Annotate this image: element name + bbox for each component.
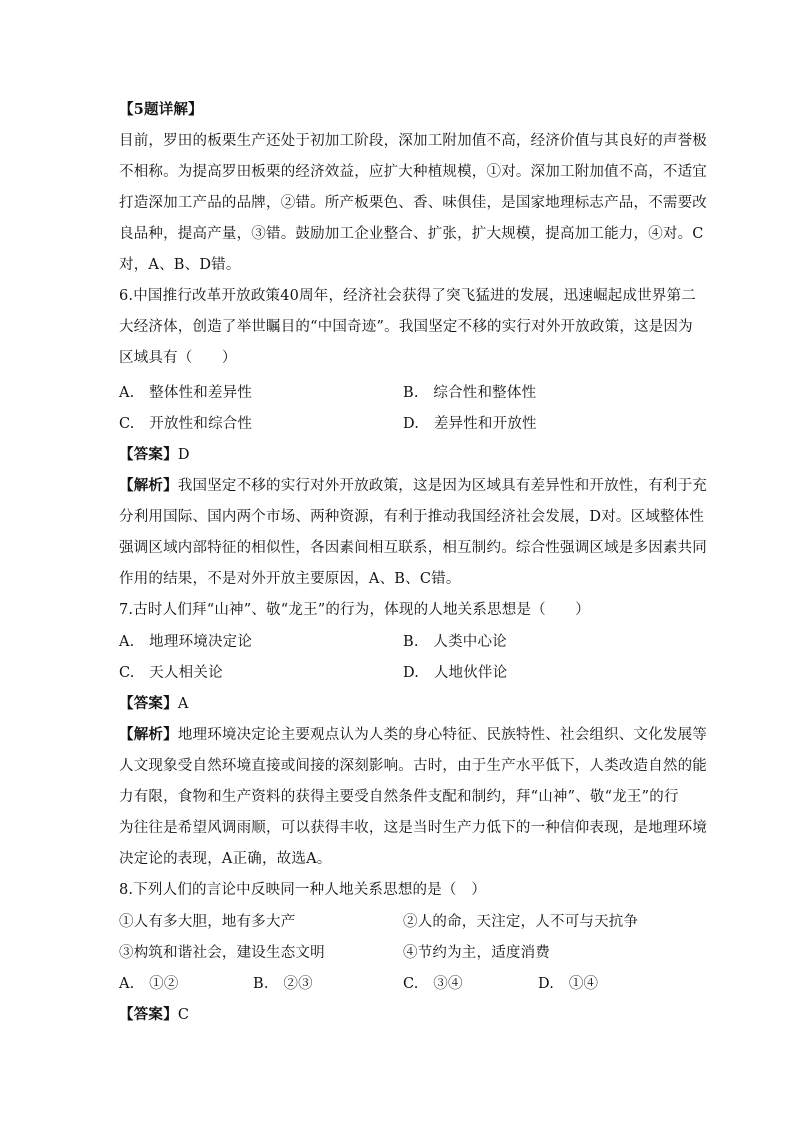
q6-option-a: A. 整体性和差异性 (119, 385, 253, 401)
q8-statement-4: ④节约为主，适度消费 (403, 945, 550, 961)
q6-analysis-line: 分利用国际、国内两个市场、两种资源，有利于推动我国经济社会发展，D对。区域整体性 (119, 509, 705, 525)
q7-analysis-line: 决定论的表现，A正确，故选A。 (119, 851, 332, 867)
q6-analysis-line (119, 476, 707, 496)
q6-analysis-line: 作用的结果，不是对外开放主要原因，A、B、C错。 (119, 571, 461, 587)
analysis-text: 我国坚定不移的实行对外开放政策，这是因为区域具有差异性和开放性，有利于充 (177, 478, 708, 494)
q5-detail-line: 对，A、B、D错。 (119, 257, 241, 273)
q7-analysis-line: 力有限，食物和生产资料的获得主要受自然条件支配和制约，拜“山神”、敬“龙王”的行 (119, 789, 679, 805)
q8-statement-3: ③构筑和谐社会，建设生态文明 (119, 945, 325, 961)
q5-detail-line: 不相称。为提高罗田板栗的经济效益，应扩大种植规模，①对。深加工附加值不高，不适宜 (119, 164, 707, 180)
q6-option-c: C. 开放性和综合性 (119, 416, 253, 432)
q5-detail-line: 打造深加工产品的品牌，②错。所产板栗色、香、味俱佳，是国家地理标志产品，不需要改 (119, 195, 707, 211)
analysis-label: 【解析】 (119, 726, 178, 743)
answer-label: 【答案】 (119, 1006, 178, 1023)
q8-statement-1: ①人有多大胆，地有多大产 (119, 914, 296, 930)
q6-stem-line: 6.中国推行改革开放政策40周年，经济社会获得了突飞猛进的发展，迅速崛起成世界第二 (119, 288, 696, 304)
q8-stem: 8.下列人们的言论中反映同一种人地关系思想的是（ ） (119, 882, 487, 898)
q6-stem-line: 大经济体，创造了举世瞩目的“中国奇迹”。我国坚定不移的实行对外开放政策，这是因为 (119, 319, 693, 335)
q7-analysis-line: 人文现象受自然环境直接或间接的深刻影响。古时，由于生产水平低下，人类改造自然的能 (119, 758, 707, 774)
q7-option-d: D. 人地伙伴论 (403, 665, 508, 681)
q6-answer (119, 445, 190, 465)
q8-answer (119, 1005, 189, 1025)
q6-stem-line: 区域具有（ ） (119, 350, 237, 366)
q5-detail-line: 良品种，提高产量，③错。鼓励加工企业整合、扩张，扩大规模，提高加工能力，④对。C (119, 226, 704, 242)
answer-value: C (177, 1007, 190, 1023)
q7-option-c: C. 天人相关论 (119, 665, 223, 681)
answer-value: A (177, 696, 189, 712)
q6-option-b: B. 综合性和整体性 (403, 385, 537, 401)
q7-stem: 7.古时人们拜“山神”、敬“龙王”的行为，体现的人地关系思想是（ ） (119, 602, 590, 618)
q7-analysis-line (119, 725, 707, 745)
q7-analysis-line: 为往往是希望风调雨顺，可以获得丰收，这是当时生产力低下的一种信仰表现，是地理环境 (119, 820, 707, 836)
q7-option-a: A. 地理环境决定论 (119, 634, 253, 650)
q8-option-d: D. ①④ (538, 976, 599, 992)
answer-label: 【答案】 (119, 695, 178, 712)
q8-option-a: A. ①② (119, 976, 179, 992)
answer-value: D (177, 447, 190, 463)
analysis-label: 【解析】 (119, 477, 178, 494)
q7-option-b: B. 人类中心论 (403, 634, 507, 650)
answer-label: 【答案】 (119, 446, 178, 463)
q5-detail-heading: 【5题详解】 (119, 101, 203, 118)
q6-option-d: D. 差异性和开放性 (403, 416, 537, 432)
q6-analysis-line: 强调区域内部特征的相似性，各因素间相互联系，相互制约。综合性强调区域是多因素共同 (119, 540, 707, 556)
analysis-text: 地理环境决定论主要观点认为人类的身心特征、民族特性、社会组织、文化发展等 (177, 727, 708, 743)
q8-option-c: C. ③④ (403, 976, 463, 992)
q8-statement-2: ②人的命，天注定，人不可与天抗争 (403, 914, 639, 930)
q5-detail-line: 目前，罗田的板栗生产还处于初加工阶段，深加工附加值不高，经济价值与其良好的声誉极 (119, 133, 707, 149)
q8-option-b: B. ②③ (253, 976, 313, 992)
q7-answer (119, 694, 188, 714)
